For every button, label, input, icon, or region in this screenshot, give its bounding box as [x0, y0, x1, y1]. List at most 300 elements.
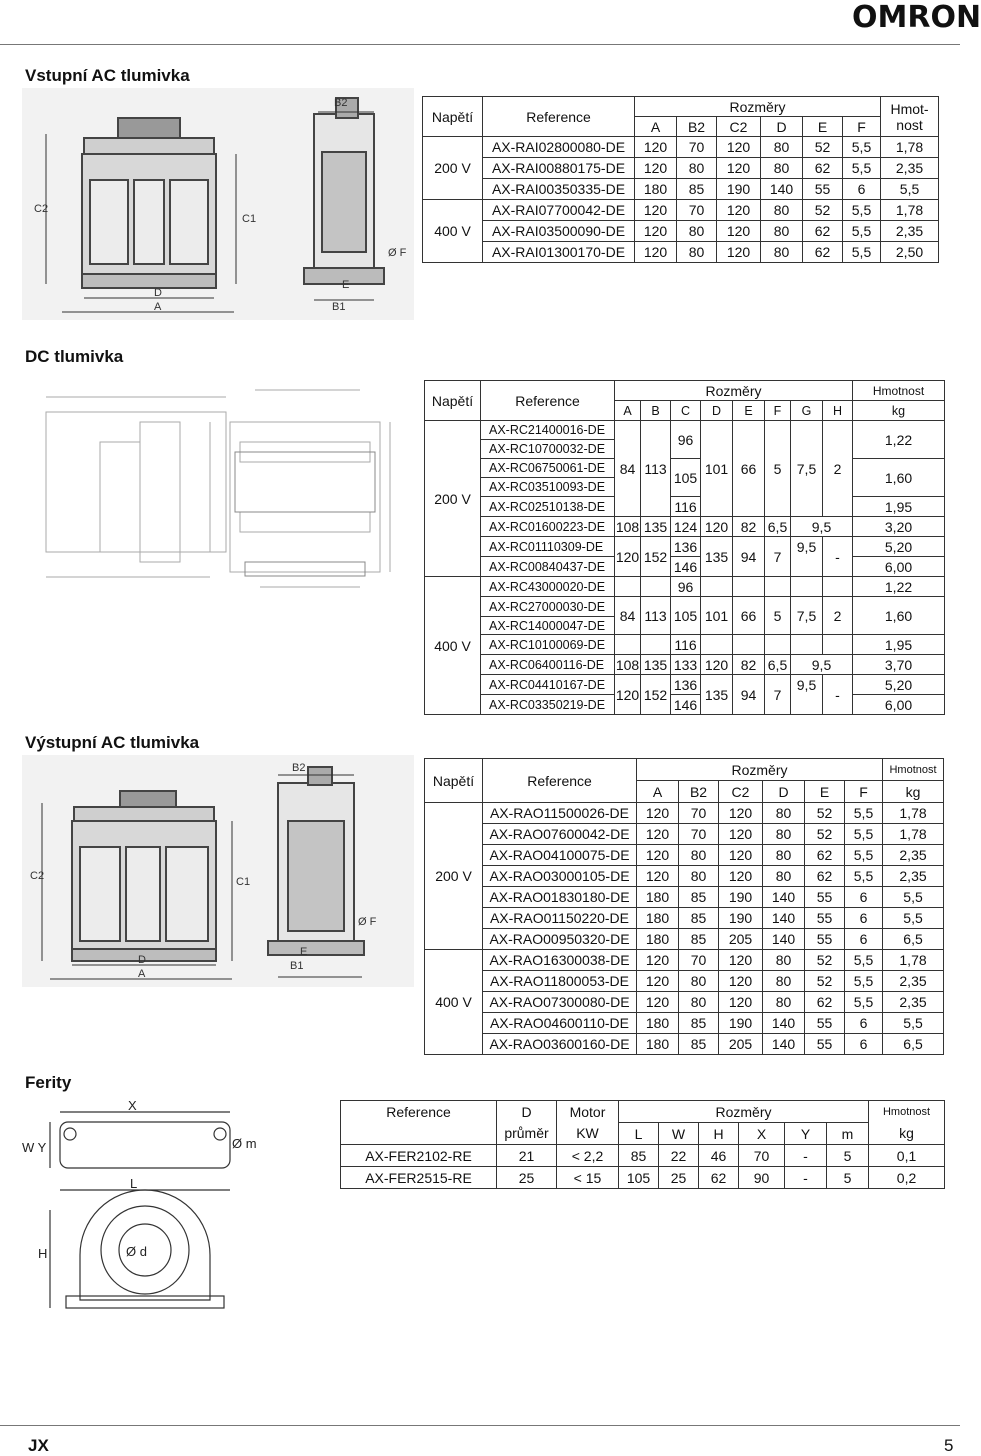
value-cell: 105 [619, 1167, 659, 1189]
ferrite-label-l: L [130, 1176, 138, 1191]
ferrite-col-l: L [619, 1123, 659, 1145]
value-cell: 5,5 [843, 242, 881, 263]
value-cell: 5,5 [845, 950, 883, 971]
value-cell: 120 [637, 824, 679, 845]
value-cell: 80 [761, 137, 803, 158]
value-cell: 135 [641, 655, 671, 675]
value-cell: 120 [637, 950, 679, 971]
table-row [425, 803, 944, 824]
value-cell: 120 [635, 221, 677, 242]
reference-cell: AX-RC43000020-DE [481, 577, 615, 597]
ferrite-col-weight-unit: kg [869, 1123, 945, 1145]
value-cell: 80 [679, 845, 719, 866]
value-cell: 55 [805, 908, 845, 929]
weight-cell: 5,5 [883, 887, 944, 908]
value-cell: 140 [763, 1034, 805, 1055]
value-cell: 55 [805, 1013, 845, 1034]
ferrite-col-motor: Motor [557, 1101, 619, 1123]
value-cell: 46 [699, 1145, 739, 1167]
value-cell: 80 [763, 866, 805, 887]
value-cell: 7,5 [791, 597, 823, 635]
value-cell: 140 [763, 1013, 805, 1034]
value-cell: 25 [497, 1167, 557, 1189]
value-cell: 180 [637, 1013, 679, 1034]
value-cell: 120 [719, 992, 763, 1013]
value-cell: 62 [699, 1167, 739, 1189]
reference-cell: AX-RC27000030-DE [481, 597, 615, 617]
output-label-a: A [138, 968, 146, 980]
dc-col-weight: Hmotnost [853, 381, 945, 401]
weight-cell: 1,60 [853, 597, 945, 635]
page-number: 5 [944, 1436, 954, 1455]
weight-cell: 1,60 [853, 459, 945, 497]
value-cell: 124 [671, 517, 701, 537]
ferrite-label-om: Ø m [232, 1136, 257, 1151]
value-cell: 5 [827, 1145, 869, 1167]
value-cell: 70 [677, 137, 717, 158]
output-label-c1: C1 [236, 876, 251, 888]
output-col-d: D [763, 781, 805, 803]
value-cell: 205 [719, 929, 763, 950]
ferrite-col-m: m [827, 1123, 869, 1145]
output-label-e: E [300, 946, 308, 958]
value-cell: 108 [615, 656, 640, 673]
value-cell: 82 [733, 517, 765, 537]
value-cell: 101 [701, 597, 733, 635]
value-cell: 80 [761, 200, 803, 221]
value-cell: 5,5 [843, 158, 881, 179]
value-cell: 120 [701, 655, 733, 675]
weight-cell: 5,20 [853, 537, 945, 557]
value-cell: 80 [761, 242, 803, 263]
input-col-f: F [843, 117, 881, 137]
value-cell: < 2,2 [557, 1145, 619, 1167]
reference-cell: AX-RAO03000105-DE [483, 866, 637, 887]
dc-voltage-200: 200 V [425, 421, 481, 577]
value-cell: - [785, 1167, 827, 1189]
value-cell: 135 [701, 675, 733, 715]
value-cell: 190 [717, 179, 761, 200]
value-cell: 120 [635, 200, 677, 221]
output-ac-title: Výstupní AC tlumivka [25, 733, 200, 752]
output-label-b2: B2 [292, 762, 306, 774]
value-cell: 85 [679, 887, 719, 908]
input-ac-drawing [22, 88, 414, 320]
reference-cell: AX-FER2515-RE [341, 1167, 497, 1189]
value-cell: - [823, 675, 853, 715]
weight-cell: 1,78 [883, 950, 944, 971]
reference-cell: AX-RC06750061-DE [481, 459, 615, 478]
value-cell: 180 [637, 887, 679, 908]
value-cell: 140 [761, 179, 803, 200]
value-cell: 6 [845, 1034, 883, 1055]
value-cell: 85 [679, 929, 719, 950]
value-cell: 7 [765, 675, 791, 715]
reference-cell: AX-RC02510138-DE [481, 497, 615, 517]
ferrite-title: Ferity [25, 1073, 72, 1092]
input-col-d: D [761, 117, 803, 137]
value-cell: 6,5 [765, 517, 791, 537]
value-cell: 80 [761, 221, 803, 242]
value-cell: 105 [671, 597, 701, 635]
value-cell: 120 [637, 803, 679, 824]
value-cell: 80 [763, 824, 805, 845]
value-cell: 120 [615, 675, 641, 715]
ferrite-col-reference: Reference [341, 1101, 497, 1145]
output-col-b2: B2 [679, 781, 719, 803]
value-cell: 120 [719, 845, 763, 866]
value-cell: 120 [719, 824, 763, 845]
dc-col-reference: Reference [481, 381, 615, 421]
value-cell: 52 [805, 971, 845, 992]
value-cell: 80 [763, 971, 805, 992]
reference-cell: AX-RC14000047-DE [481, 617, 615, 635]
value-cell: 2 [823, 421, 853, 517]
dc-voltage-400: 400 V [425, 577, 481, 715]
input-col-b2: B2 [677, 117, 717, 137]
dc-col-e: E [733, 401, 765, 421]
output-col-reference: Reference [483, 759, 637, 803]
value-cell: 180 [637, 929, 679, 950]
weight-cell: 1,78 [881, 137, 939, 158]
input-label-b1: B1 [332, 301, 346, 313]
output-col-f: F [845, 781, 883, 803]
value-cell: 55 [803, 179, 843, 200]
reference-cell: AX-RC01600223-DE [481, 517, 615, 537]
output-label-b1: B1 [290, 960, 304, 972]
dc-drawing [30, 382, 415, 612]
weight-cell: 1,78 [881, 200, 939, 221]
output-ac-rows [425, 803, 944, 1055]
ferrite-label-od: Ø d [126, 1244, 147, 1259]
reference-cell: AX-RAO04100075-DE [483, 845, 637, 866]
output-col-voltage: Napětí [425, 759, 483, 803]
table-row [423, 158, 939, 179]
value-cell: 85 [619, 1145, 659, 1167]
value-cell: 85 [679, 1013, 719, 1034]
reference-cell: AX-RAI03500090-DE [483, 221, 635, 242]
value-cell: 9,5 [791, 517, 853, 537]
value-cell: 146 [671, 695, 701, 715]
value-cell: 120 [635, 158, 677, 179]
value-cell: 5,5 [845, 803, 883, 824]
value-cell: 82 [733, 655, 765, 675]
value-cell: 94 [733, 675, 765, 715]
dc-col-h: H [823, 401, 853, 421]
value-cell: 101 [701, 421, 733, 517]
reference-cell: AX-RC06400116-DE [481, 655, 615, 675]
dc-col-d: D [701, 401, 733, 421]
value-cell: 113 [641, 597, 671, 635]
reference-cell: AX-RC04410167-DE [481, 675, 615, 695]
table-row [341, 1145, 945, 1167]
ferrite-col-dimensions: Rozměry [619, 1101, 869, 1123]
header-rule [0, 44, 960, 45]
reference-cell: AX-FER2102-RE [341, 1145, 497, 1167]
reference-cell: AX-RAI00880175-DE [483, 158, 635, 179]
table-row [423, 137, 939, 158]
input-label-of: Ø F [388, 247, 407, 259]
value-cell: 6 [845, 929, 883, 950]
input-col-reference: Reference [483, 97, 635, 137]
ferrite-label-h: H [38, 1246, 48, 1261]
reference-cell: AX-RAO01830180-DE [483, 887, 637, 908]
ferrite-label-wy: W Y [22, 1140, 47, 1155]
ferrite-col-h: H [699, 1123, 739, 1145]
weight-cell: 0,2 [869, 1167, 945, 1189]
omron-logo: OMRON [852, 0, 981, 35]
value-cell: 80 [763, 992, 805, 1013]
value-cell: 70 [679, 950, 719, 971]
ferrite-col-motor2: KW [557, 1123, 619, 1145]
value-cell: 85 [679, 1034, 719, 1055]
reference-cell: AX-RAO11800053-DE [483, 971, 637, 992]
value-cell: 190 [719, 908, 763, 929]
input-label-e: E [342, 279, 350, 291]
value-cell: 152 [641, 675, 671, 715]
value-cell: 140 [763, 929, 805, 950]
value-cell: 6 [845, 1013, 883, 1034]
weight-cell: 1,22 [853, 577, 945, 597]
value-cell: 135 [641, 517, 671, 537]
value-cell: 62 [805, 992, 845, 1013]
reference-cell: AX-RAO11500026-DE [483, 803, 637, 824]
input-voltage-200: 200 V [423, 137, 483, 200]
value-cell: 120 [637, 992, 679, 1013]
weight-cell: 2,35 [883, 845, 944, 866]
weight-cell: 6,5 [883, 1034, 944, 1055]
output-col-e: E [805, 781, 845, 803]
value-cell: 5,5 [845, 866, 883, 887]
output-voltage-200: 200 V [425, 803, 483, 950]
table-row [425, 929, 944, 950]
dc-col-a: A [615, 401, 641, 421]
dc-col-dimensions: Rozměry [615, 381, 853, 401]
output-label-c2: C2 [30, 870, 45, 882]
table-row [425, 992, 944, 1013]
value-cell: 66 [733, 597, 765, 635]
weight-cell: 1,95 [853, 635, 945, 655]
ferrite-col-x: X [739, 1123, 785, 1145]
ferrite-col-y: Y [785, 1123, 827, 1145]
input-label-c1: C1 [242, 213, 257, 225]
value-cell: 5,5 [845, 971, 883, 992]
reference-cell: AX-RAO01150220-DE [483, 908, 637, 929]
value-cell: 146 [671, 557, 701, 577]
value-cell: 96 [671, 421, 701, 459]
value-cell: 120 [717, 221, 761, 242]
value-cell: 180 [637, 1034, 679, 1055]
output-col-a: A [637, 781, 679, 803]
ferrite-label-x: X [128, 1098, 137, 1113]
value-cell: 6 [845, 887, 883, 908]
value-cell: 116 [671, 497, 701, 517]
reference-cell: AX-RC00840437-DE [481, 557, 615, 577]
value-cell: 105 [671, 459, 701, 497]
reference-cell: AX-RAO16300038-DE [483, 950, 637, 971]
value-cell: 62 [805, 866, 845, 887]
value-cell: 70 [739, 1145, 785, 1167]
value-cell: 84 [615, 421, 641, 517]
value-cell: 6 [845, 908, 883, 929]
weight-cell: 2,35 [883, 866, 944, 887]
weight-cell: 5,20 [853, 675, 945, 695]
input-ac-table [422, 96, 939, 263]
value-cell: 52 [805, 824, 845, 845]
weight-cell: 1,78 [883, 824, 944, 845]
reference-cell: AX-RAO07300080-DE [483, 992, 637, 1013]
weight-cell: 1,78 [883, 803, 944, 824]
weight-cell: 1,22 [853, 421, 945, 459]
reference-cell: AX-RC03510093-DE [481, 478, 615, 497]
input-label-b2: B2 [334, 97, 348, 109]
dc-col-c: C [671, 401, 701, 421]
value-cell: 5 [827, 1167, 869, 1189]
value-cell: 5,5 [843, 221, 881, 242]
value-cell: - [823, 537, 853, 577]
value-cell: 120 [719, 866, 763, 887]
value-cell: 96 [671, 577, 701, 597]
reference-cell: AX-RAO04600110-DE [483, 1013, 637, 1034]
input-col-weight: Hmot-nost [881, 97, 939, 137]
value-cell: 80 [679, 866, 719, 887]
value-cell: 7,5 [791, 421, 823, 517]
value-cell: 5,5 [843, 200, 881, 221]
table-row [425, 824, 944, 845]
value-cell: 85 [677, 179, 717, 200]
table-row [341, 1167, 945, 1189]
input-ac-title: Vstupní AC tlumivka [25, 66, 190, 85]
value-cell: 55 [805, 1034, 845, 1055]
value-cell: 152 [641, 537, 671, 577]
value-cell: 21 [497, 1145, 557, 1167]
reference-cell: AX-RAI00350335-DE [483, 179, 635, 200]
dc-col-voltage: Napětí [425, 381, 481, 421]
value-cell: 120 [615, 537, 641, 577]
ferrite-drawing [20, 1100, 320, 1330]
value-cell: 80 [677, 242, 717, 263]
ferrite-col-weight: Hmotnost [869, 1101, 945, 1123]
value-cell: 90 [739, 1167, 785, 1189]
reference-cell: AX-RAO00950320-DE [483, 929, 637, 950]
value-cell: 22 [659, 1145, 699, 1167]
value-cell: 113 [641, 421, 671, 517]
value-cell: < 15 [557, 1167, 619, 1189]
weight-cell: 2,35 [881, 158, 939, 179]
table-row [425, 845, 944, 866]
value-cell: 120 [717, 200, 761, 221]
weight-cell: 6,5 [883, 929, 944, 950]
output-col-dimensions: Rozměry [637, 759, 883, 781]
weight-cell: 3,70 [853, 655, 945, 675]
value-cell: 7 [765, 537, 791, 577]
value-cell: 80 [763, 950, 805, 971]
weight-cell: 5,5 [883, 1013, 944, 1034]
value-cell: 190 [719, 1013, 763, 1034]
value-cell: 84 [615, 597, 641, 635]
value-cell: 5 [765, 597, 791, 635]
table-row [423, 242, 939, 263]
value-cell: 180 [637, 908, 679, 929]
value-cell: 9,5 [791, 655, 853, 675]
value-cell: 6,5 [765, 655, 791, 675]
value-cell: 62 [803, 158, 843, 179]
input-col-c2: C2 [717, 117, 761, 137]
weight-cell: 2,50 [881, 242, 939, 263]
table-row [425, 866, 944, 887]
output-ac-table [424, 758, 944, 1055]
value-cell: 205 [719, 1034, 763, 1055]
value-cell: 190 [719, 887, 763, 908]
dc-col-f: F [765, 401, 791, 421]
input-label-a: A [154, 301, 162, 313]
value-cell: 120 [637, 845, 679, 866]
dc-col-b: B [641, 401, 671, 421]
reference-cell: AX-RAI07700042-DE [483, 200, 635, 221]
table-row [425, 1013, 944, 1034]
input-label-d: D [154, 287, 162, 299]
value-cell: 120 [635, 242, 677, 263]
value-cell: 52 [805, 950, 845, 971]
table-row [423, 200, 939, 221]
weight-cell: 5,5 [883, 908, 944, 929]
value-cell: 140 [763, 908, 805, 929]
weight-cell: 5,5 [881, 179, 939, 200]
table-row [423, 179, 939, 200]
value-cell: 2 [823, 597, 853, 635]
value-cell: 9,5 [791, 537, 823, 577]
value-cell: 5 [765, 421, 791, 517]
value-cell: 52 [805, 803, 845, 824]
output-col-weight-unit: kg [883, 781, 944, 803]
value-cell: 6 [843, 179, 881, 200]
value-cell: 62 [805, 845, 845, 866]
output-label-d: D [138, 954, 146, 966]
dc-col-g: G [791, 401, 823, 421]
reference-cell: AX-RAI02800080-DE [483, 137, 635, 158]
reference-cell: AX-RAO07600042-DE [483, 824, 637, 845]
value-cell: 70 [677, 200, 717, 221]
reference-cell: AX-RC21400016-DE [481, 421, 615, 440]
value-cell: 80 [763, 803, 805, 824]
ferrite-col-w: W [659, 1123, 699, 1145]
value-cell: 108 [615, 518, 640, 535]
value-cell: 85 [679, 908, 719, 929]
table-row [425, 950, 944, 971]
output-voltage-400: 400 V [425, 950, 483, 1055]
value-cell: 180 [635, 179, 677, 200]
ferrite-col-d: D [497, 1101, 557, 1123]
table-row [425, 971, 944, 992]
value-cell: 52 [803, 137, 843, 158]
value-cell: 80 [679, 971, 719, 992]
reference-cell: AX-RAI01300170-DE [483, 242, 635, 263]
output-col-c2: C2 [719, 781, 763, 803]
value-cell: 80 [763, 845, 805, 866]
value-cell: 133 [671, 655, 701, 675]
value-cell: 5,5 [845, 845, 883, 866]
output-ac-drawing [22, 755, 414, 987]
dc-col-weight-unit: kg [853, 401, 945, 421]
output-label-of: Ø F [358, 916, 377, 928]
value-cell: 80 [679, 992, 719, 1013]
output-col-weight: Hmotnost [883, 759, 944, 781]
value-cell: 120 [717, 158, 761, 179]
value-cell: 70 [679, 824, 719, 845]
value-cell: 25 [659, 1167, 699, 1189]
value-cell: 120 [717, 242, 761, 263]
weight-cell: 2,35 [881, 221, 939, 242]
